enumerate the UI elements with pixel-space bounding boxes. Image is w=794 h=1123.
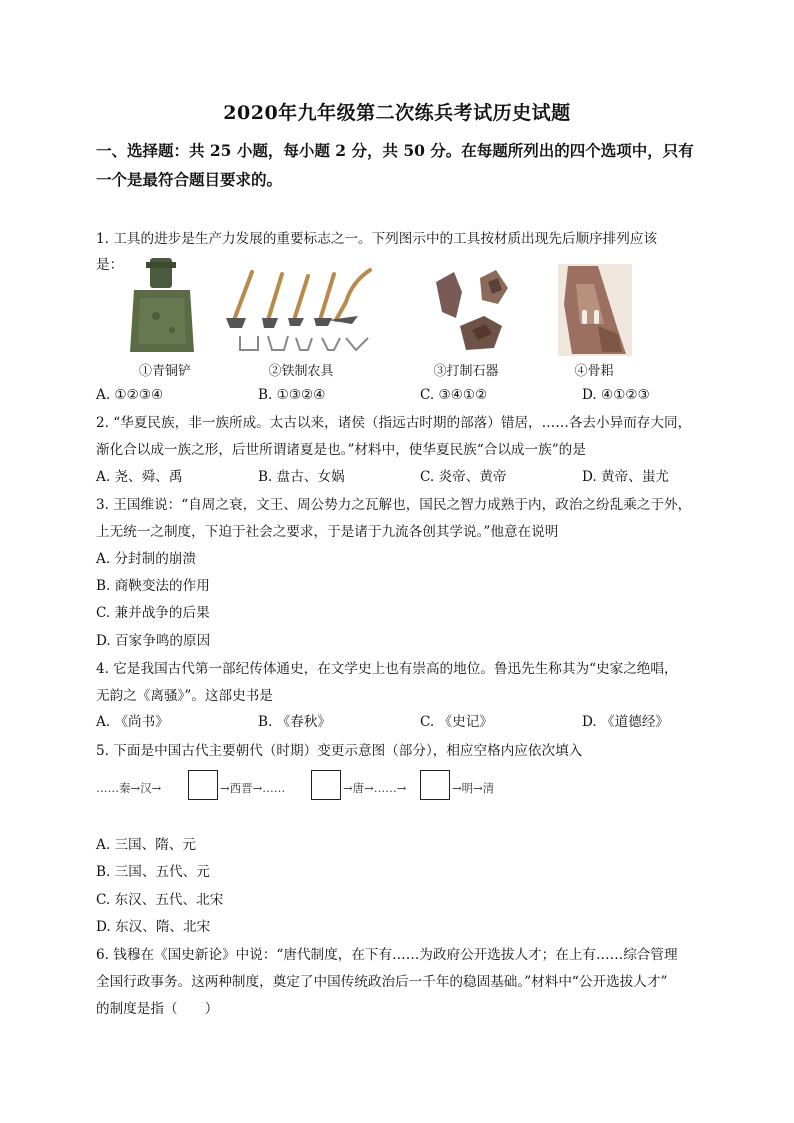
q6-stem-line2: 全国行政事务。这两种制度，奠定了中国传统政治后一千年的稳固基础。”材料中“公开选拔人才” [96, 974, 668, 990]
q1-option-d: D. ④①②③ [582, 387, 650, 403]
blank-box-3 [420, 770, 450, 800]
q1-stem-line2: 是： [96, 257, 124, 273]
figure-caption-iron-tools: ②铁制农具 [268, 364, 334, 379]
blank-box-2 [311, 770, 341, 800]
q1-stem-line1: 1. 工具的进步是生产力发展的重要标志之一。下列图示中的工具按材质出现先后顺序排列应该 [96, 231, 658, 247]
chain-segment-ming-qing: →明→清 [452, 781, 495, 795]
figure-caption-bronze-spade: ①青铜铲 [138, 364, 191, 379]
q2-option-c: C. 炎帝、黄帝 [420, 469, 507, 485]
chain-segment-tang: →唐→……→ [343, 781, 407, 795]
q5-option-c: C. 东汉、五代、北宋 [96, 892, 224, 908]
q2-option-a: A. 尧、舜、禹 [96, 469, 183, 485]
q3-option-c: C. 兼并战争的后果 [96, 605, 210, 621]
section-heading: 一、选择题：共 25 小题，每小题 2 分，共 50 分。在每题所列出的四个选项中，只有一个是最符合题目要求的。 [96, 141, 694, 189]
q3-option-b: B. 商鞅变法的作用 [96, 578, 210, 594]
exam-title: 2020年九年级第二次练兵考试历史试题 [223, 102, 571, 124]
q4-option-d: D. 《道德经》 [582, 714, 670, 730]
q3-stem-line2: 上无统一之制度，下迫于社会之要求，于是诸于九流各创其学说。”他意在说明 [96, 524, 559, 540]
q3-option-a: A. 分封制的崩溃 [96, 551, 197, 567]
q1-option-a: A. ①②③④ [96, 387, 164, 403]
q2-option-d: D. 黄帝、蚩尤 [582, 469, 670, 485]
q5-option-b: B. 三国、五代、元 [96, 864, 210, 880]
q4-stem-line1: 4. 它是我国古代第一部纪传体通史，在文学史上也有崇高的地位。鲁迅先生称其为“史家之绝唱， [96, 661, 678, 677]
bone-si-image [558, 264, 632, 356]
chain-segment-qin-han: ……秦→汉→ [96, 781, 162, 795]
q1-option-c: C. ③④①② [420, 387, 488, 403]
q4-option-b: B. 《春秋》 [258, 714, 332, 730]
q4-option-c: C. 《史记》 [420, 714, 493, 730]
blank-box-1 [188, 770, 218, 800]
q2-stem-line1: 2. “华夏民族，非一族所成。太古以来，诸侯（指远古时期的部落）错居，……各去小异而存大同， [96, 415, 692, 431]
bronze-spade-image [126, 256, 198, 354]
q1-option-b: B. ①③②④ [258, 387, 326, 403]
figure-caption-bone-si: ④骨耜 [574, 364, 614, 379]
q2-option-b: B. 盘古、女娲 [258, 469, 345, 485]
stone-tools-image [432, 268, 516, 354]
q6-stem-line1: 6. 钱穆在《国史新论》中说：“唐代制度，在下有……为政府公开选拔人才；在上有……综合管理 [96, 947, 678, 963]
dynasty-chain-diagram [96, 770, 526, 806]
q5-option-d: D. 东汉、隋、北宋 [96, 919, 211, 935]
iron-tools-image [224, 262, 374, 356]
q5-option-a: A. 三国、隋、元 [96, 837, 197, 853]
q4-stem-line2: 无韵之《离骚》”。这部史书是 [96, 688, 273, 704]
chain-segment-western-jin: →西晋→…… [220, 781, 286, 795]
q5-stem-line1: 5. 下面是中国古代主要朝代（时期）变更示意图（部分），相应空格内应依次填入 [96, 743, 583, 759]
q6-stem-line3: 的制度是指（ ） [96, 1001, 219, 1017]
q2-stem-line2: 渐化合以成一族之形，后世所谓诸夏是也。”材料中，使华夏民族“合以成一族”的是 [96, 442, 586, 458]
q3-option-d: D. 百家争鸣的原因 [96, 633, 211, 649]
q4-option-a: A. 《尚书》 [96, 714, 169, 730]
q3-stem-line1: 3. 王国维说：“自周之衰，文王、周公势力之瓦解也，国民之智力成熟于内，政治之纷乱乘之于外， [96, 497, 692, 513]
figure-caption-stone-tools: ③打制石器 [433, 364, 499, 379]
